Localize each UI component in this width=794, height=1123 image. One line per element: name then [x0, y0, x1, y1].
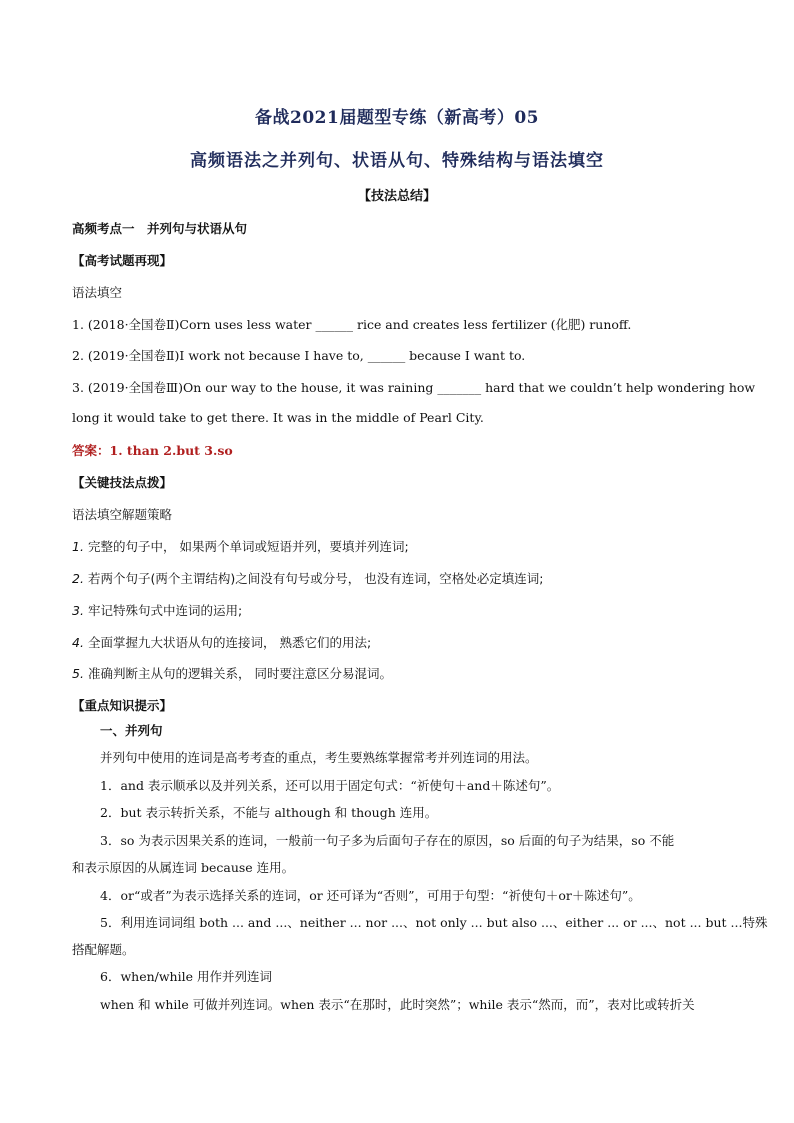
- strategy-item: [72, 569, 543, 587]
- question-2: 2. (2019·全国卷Ⅱ)I work not because I have to, ______ because I want to.: [72, 348, 526, 363]
- knowledge-line: 3．so 为表示因果关系的连词，一般前一句子多为后面句子存在的原因，so 后面的句子为结果，so 不能: [100, 833, 675, 848]
- question-3: 3. (2019·全国卷Ⅲ)On our way to the house, it was raining _______ hard that we couldn’t help wondering how: [72, 380, 756, 395]
- point-heading: 高频考点一 并列句与状语从句: [72, 221, 248, 236]
- strategy-title: 语法填空解题策略: [72, 507, 173, 522]
- section1-title: 一、并列句: [100, 723, 163, 738]
- knowledge-heading: 【重点知识提示】: [72, 698, 173, 713]
- strategy-text: 完整的句子中， 如果两个单词或短语并列，要填并列连词;: [88, 539, 409, 554]
- strategy-item: [72, 664, 392, 682]
- answer-line: 答案：1. than 2.but 3.so: [72, 443, 233, 458]
- section-heading: 【技法总结】: [357, 189, 436, 204]
- knowledge-line: 5．利用连词词组 both ... and ...、neither ... nor ...、not only ... but also ...、either ... or ...、not ... but ...特殊: [100, 915, 768, 930]
- strategy-text: 全面掌握九大状语从句的连接词， 熟悉它们的用法;: [88, 635, 372, 650]
- strategy-text: 牢记特殊句式中连词的运用;: [88, 603, 243, 618]
- strategy-number: 1.: [72, 539, 84, 554]
- strategy-number: 4.: [72, 635, 84, 650]
- knowledge-line: 2．but 表示转折关系，不能与 although 和 though 连用。: [100, 805, 438, 820]
- knowledge-line: 和表示原因的从属连词 because 连用。: [72, 860, 295, 875]
- strategy-number: 2.: [72, 571, 84, 586]
- question-1: 1. (2018·全国卷Ⅱ)Corn uses less water ______ rice and creates less fertilizer (化肥) runoff.: [72, 317, 632, 332]
- strategy-text: 准确判断主从句的逻辑关系， 同时要注意区分易混词。: [88, 666, 392, 681]
- knowledge-line: 并列句中使用的连词是高考考查的重点，考生要熟练掌握常考并列连词的用法。: [100, 750, 538, 765]
- strategy-item: [72, 601, 242, 619]
- knowledge-line: 4．or“或者”为表示选择关系的连词，or 还可译为“否则”，可用于句型：“祈使句＋or＋陈述句”。: [100, 888, 641, 903]
- strategy-item: [72, 537, 409, 555]
- knowledge-line: when 和 while 可做并列连词。when 表示“在那时，此时突然”；while 表示“然而，而”，表对比或转折关: [100, 997, 695, 1012]
- question-3-cont: long it would take to get there. It was in the middle of Pearl City.: [72, 410, 484, 425]
- knowledge-line: 搭配解题。: [72, 942, 135, 957]
- strategy-number: 5.: [72, 666, 84, 681]
- strategy-number: 3.: [72, 603, 84, 618]
- exam-heading: 【高考试题再现】: [72, 253, 173, 268]
- strategy-text: 若两个句子(两个主谓结构)之间没有句号或分号， 也没有连词，空格处必定填连词;: [88, 571, 544, 586]
- document-title: 备战2021届题型专练（新高考）05: [255, 108, 539, 128]
- exam-type: 语法填空: [72, 285, 123, 300]
- tips-heading: 【关键技法点拨】: [72, 475, 173, 490]
- knowledge-line: 6．when/while 用作并列连词: [100, 969, 272, 984]
- strategy-item: [72, 633, 371, 651]
- document-subtitle: 高频语法之并列句、状语从句、特殊结构与语法填空: [190, 151, 604, 171]
- knowledge-line: 1．and 表示顺承以及并列关系，还可以用于固定句式：“祈使句＋and＋陈述句”。: [100, 778, 560, 793]
